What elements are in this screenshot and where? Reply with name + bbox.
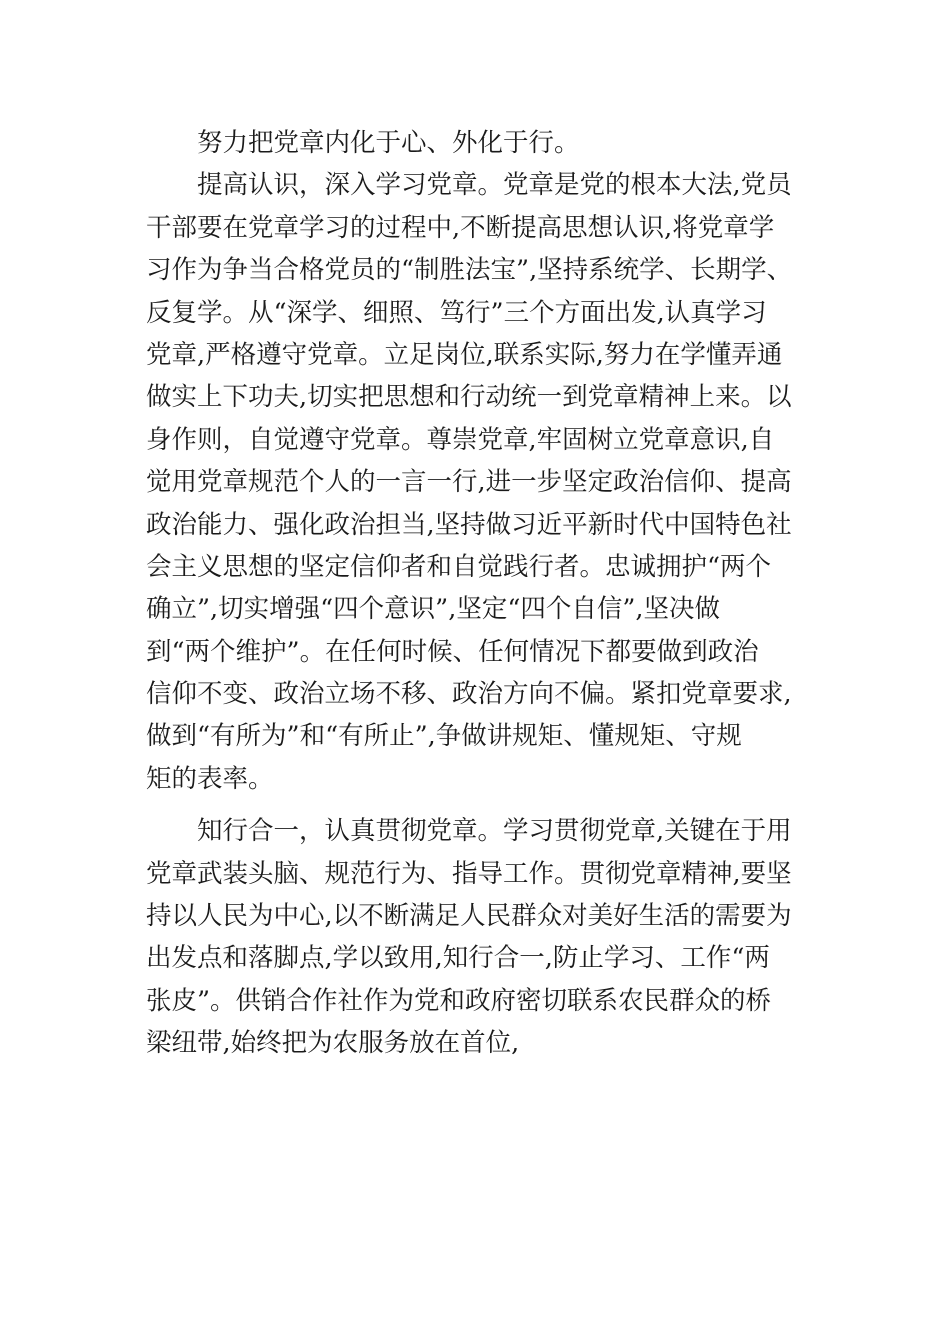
text-line: 党章武装头脑、规范行为、指导工作。贯彻党章精神,要坚 [146,858,792,889]
text-line: 反复学。从“深学、细照、笃行”三个方面出发,认真学习 [146,297,767,328]
paragraph-3 [146,810,806,1064]
text-line: 习作为争当合格党员的“制胜法宝”,坚持系统学、长期学、 [146,255,793,286]
text-line: 矩的表率。 [146,763,274,794]
text-line: 确立”,切实增强“四个意识”,坚定“四个自信”,坚决做 [146,594,721,625]
text-line: 做到“有所为”和“有所止”,争做讲规矩、懂规矩、守规 [146,721,742,752]
text-line: 做实上下功夫,切实把思想和行动统一到党章精神上来。以 [146,382,792,413]
text-line: 知行合一，认真贯彻党章。学习贯彻党章,关键在于用 [197,816,792,847]
text-line: 张皮”。供销合作社作为党和政府密切联系农民群众的桥 [146,985,772,1016]
text-line: 出发点和落脚点,学以致用,知行合一,防止学习、工作“两 [146,943,770,974]
text-line: 提高认识，深入学习党章。党章是党的根本大法,党员 [197,170,792,201]
text-line: 努力把党章内化于心、外化于行。 [197,128,580,158]
text-line: 身作则，自觉遵守党章。尊崇党章,牢固树立党章意识,自 [146,424,775,455]
paragraph-spacer [146,800,806,810]
document-body [146,122,806,1065]
text-line: 到“两个维护”。在任何时候、任何情况下都要做到政治 [146,636,759,667]
paragraph-1 [146,122,806,164]
text-line: 政治能力、强化政治担当,坚持做习近平新时代中国特色社 [146,509,792,540]
text-line: 会主义思想的坚定信仰者和自觉践行者。忠诚拥护“两个 [146,551,772,582]
text-line: 觉用党章规范个人的一言一行,进一步坚定政治信仰、提高 [146,467,792,498]
paragraph-2 [146,164,806,800]
text-line: 干部要在党章学习的过程中,不断提高思想认识,将党章学 [146,212,775,243]
text-line: 信仰不变、政治立场不移、政治方向不偏。紧扣党章要求, [146,679,792,710]
text-line: 梁纽带,始终把为农服务放在首位, [146,1028,520,1059]
text-line: 持以人民为中心,以不断满足人民群众对美好生活的需要为 [146,901,792,932]
text-line: 党章,严格遵守党章。立足岗位,联系实际,努力在学懂弄通 [146,339,783,370]
